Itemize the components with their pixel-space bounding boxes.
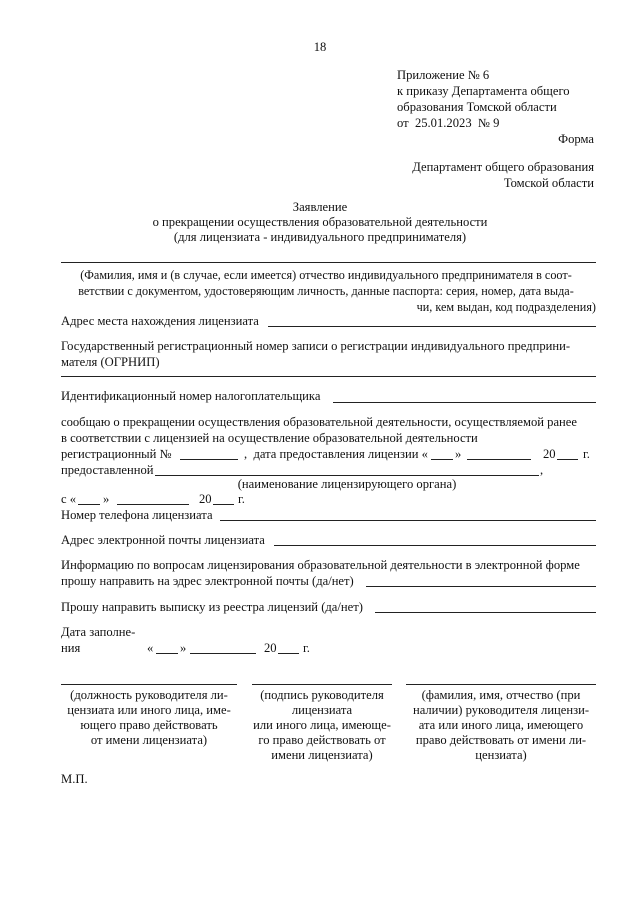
position-field[interactable]: [61, 684, 237, 685]
fill-month-field[interactable]: [190, 653, 256, 654]
extract-label: Прошу направить выписку из реестра лицензий (да/нет): [61, 600, 363, 614]
since-close-quote: »: [103, 492, 110, 506]
license-year-prefix: 20: [543, 447, 556, 461]
addressee-line2: Томской области: [503, 176, 594, 190]
ogrnip-field[interactable]: [61, 376, 596, 377]
fill-year-prefix: 20: [264, 641, 277, 655]
info-email-field[interactable]: [366, 586, 596, 587]
since-year-prefix: 20: [199, 492, 212, 506]
fio-hint-1: (Фамилия, имя и (в случае, если имеется) отчество индивидуального предпринимателя в соот-: [80, 268, 572, 282]
signature-hint-3: или иного лица, имеюще-: [253, 718, 391, 732]
form-label: Форма: [558, 132, 594, 146]
appendix-label: Приложение № 6: [397, 68, 490, 82]
fio-field[interactable]: [61, 262, 596, 263]
name-hint-4: право действовать от имени ли-: [415, 733, 587, 747]
fill-date-open-quote: «: [147, 641, 154, 655]
reg-number-label: регистрационный №: [61, 447, 172, 461]
signature-hint-1: (подпись руководителя: [260, 688, 384, 702]
license-year-suffix: г.: [583, 447, 590, 461]
signature-hint-2: лицензиата: [291, 703, 353, 717]
address-label: Адрес места нахождения лицензиата: [61, 314, 259, 328]
license-day-close-quote: »: [455, 447, 462, 461]
inn-field[interactable]: [333, 402, 596, 403]
doc-subtitle: о прекращении осуществления образовательной деятельности: [152, 215, 488, 229]
order-date: 25.01.2023: [414, 116, 472, 130]
info-line-2: прошу направить на эдрес электронной почты (да/нет): [61, 574, 354, 588]
fill-day-field[interactable]: [156, 653, 178, 654]
page-number: 18: [313, 40, 327, 54]
doc-subtitle-note: (для лицензиата - индивидуального предпринимателя): [173, 230, 467, 244]
full-name-field[interactable]: [406, 684, 596, 685]
fill-date-label-2: ния: [61, 641, 81, 655]
stamp-label: М.П.: [61, 772, 88, 786]
email-label: Адрес электронной почты лицензиата: [61, 533, 265, 547]
order-date-line: от 25.01.2023 № 9: [397, 116, 500, 130]
position-hint-3: ющего право действовать: [80, 718, 218, 732]
reg-number-field[interactable]: [180, 459, 238, 460]
doc-title: Заявление: [292, 200, 348, 214]
license-date-label: , дата предоставления лицензии «: [244, 447, 428, 461]
provided-by-label: предоставленной: [61, 463, 154, 477]
addressee-line1: Департамент общего образования: [412, 160, 594, 174]
since-label: с «: [61, 492, 77, 506]
provided-by-comma: ,: [540, 463, 544, 477]
name-hint-2: наличии) руководителя лицензи-: [412, 703, 590, 717]
phone-label: Номер телефона лицензиата: [61, 508, 213, 522]
ogrnip-label-1: Государственный регистрационный номер записи о регистрации индивидуального предприни-: [61, 339, 571, 353]
license-day-field[interactable]: [431, 459, 453, 460]
extract-field[interactable]: [375, 612, 596, 613]
name-hint-5: цензиата): [475, 748, 527, 762]
phone-field[interactable]: [220, 520, 596, 521]
since-day-field[interactable]: [78, 504, 100, 505]
fill-year-field[interactable]: [278, 653, 299, 654]
fio-hint-2: ветствии с документом, удостоверяющим личность, данные паспорта: серия, номер, дата выда-: [78, 284, 574, 298]
address-field[interactable]: [268, 326, 596, 327]
fio-hint-3: чи, кем выдан, код подразделения): [416, 300, 596, 314]
since-year-field[interactable]: [213, 504, 234, 505]
inn-label: Идентификационный номер налогоплательщика: [61, 389, 321, 403]
signature-hint-5: имени лицензиата): [271, 748, 373, 762]
email-field[interactable]: [274, 545, 596, 546]
since-year-suffix: г.: [238, 492, 245, 506]
license-year-field[interactable]: [557, 459, 578, 460]
signature-field[interactable]: [252, 684, 392, 685]
position-hint-1: (должность руководителя ли-: [70, 688, 228, 702]
fill-year-suffix: г.: [303, 641, 310, 655]
provided-by-field[interactable]: [155, 475, 539, 476]
signature-hint-4: го право действовать от: [258, 733, 386, 747]
body-line-1: сообщаю о прекращении осуществления образовательной деятельности, осуществляемой ранее: [61, 415, 577, 429]
organ-hint: (наименование лицензирующего органа): [237, 477, 457, 491]
license-month-field[interactable]: [467, 459, 531, 460]
order-department: образования Томской области: [397, 100, 557, 114]
order-reference: к приказу Департамента общего: [397, 84, 570, 98]
body-line-2: в соответствии с лицензией на осуществление образовательной деятельности: [61, 431, 478, 445]
name-hint-3: ата или иного лица, имеющего: [418, 718, 584, 732]
since-month-field[interactable]: [117, 504, 189, 505]
info-line-1: Информацию по вопросам лицензирования образовательной деятельности в электронной форме: [61, 558, 580, 572]
ogrnip-label-2: мателя (ОГРНИП): [61, 355, 160, 369]
position-hint-2: цензиата или иного лица, име-: [67, 703, 231, 717]
position-hint-4: от имени лицензиата): [90, 733, 208, 747]
name-hint-1: (фамилия, имя, отчество (при: [421, 688, 581, 702]
fill-date-close-quote: »: [180, 641, 187, 655]
order-number: 9: [493, 116, 500, 130]
fill-date-label-1: Дата заполне-: [61, 625, 136, 639]
